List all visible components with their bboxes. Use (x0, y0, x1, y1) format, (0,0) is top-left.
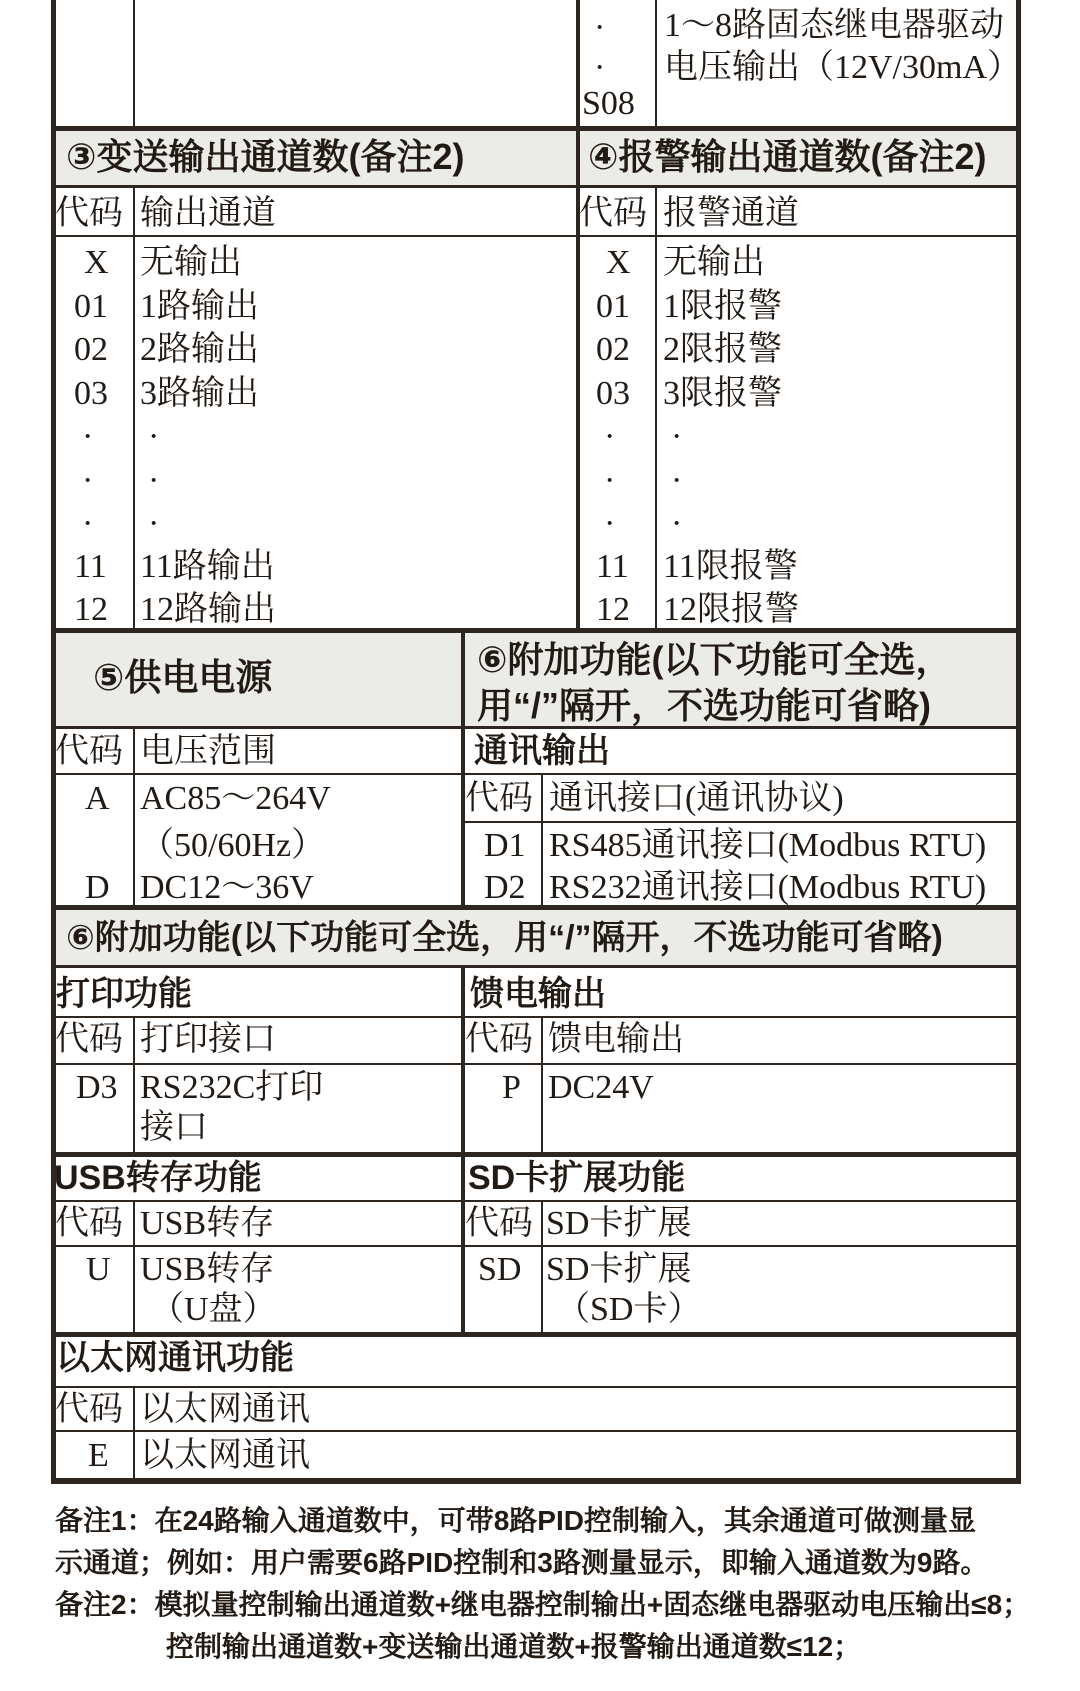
usb-row-desc2: （U盘） (150, 1291, 277, 1328)
footnote-1-line2: 示通道；例如：用户需要6路PID控制和3路测量显示，即输入通道数为9路。 (55, 1547, 989, 1578)
h-line-thick (51, 628, 1021, 633)
comm-col-desc: 通讯接口(通讯协议) (549, 780, 844, 817)
sd-col-code: 代码 (465, 1205, 533, 1242)
ethernet-col-code: 代码 (55, 1391, 123, 1428)
v-line-code-col-right (541, 773, 543, 910)
h-line-thin (51, 1386, 1021, 1388)
section6-title-line1: ⑥附加功能(以下功能可全选， (477, 639, 952, 680)
h-line-medium (51, 185, 1021, 188)
sec3-row-desc: 12路输出 (140, 591, 276, 628)
print-row-code: D3 (76, 1069, 118, 1106)
sec4-row-code: 02 (596, 331, 630, 368)
comm-col-code: 代码 (465, 780, 533, 817)
v-line-code-col (133, 1200, 135, 1337)
sec4-row-desc: 2限报警 (663, 331, 782, 368)
sec3-row-code: X (84, 244, 109, 281)
print-header: 打印功能 (56, 975, 192, 1013)
sec4-row-code: 11 (596, 548, 629, 585)
print-col-desc: 打印接口 (140, 1021, 276, 1058)
usb-col-desc: USB转存 (140, 1205, 275, 1242)
sec5-desc-d: DC12～36V (140, 869, 314, 906)
sec3-row-desc: 3路输出 (140, 375, 259, 412)
print-row-desc1: RS232C打印 (140, 1069, 324, 1106)
sec5-code-a: A (85, 780, 110, 817)
ethernet-header: 以太网通讯功能 (56, 1339, 294, 1377)
section6b-title: ⑥附加功能(以下功能可全选，用“/”隔开，不选功能可省略) (66, 919, 943, 957)
h-line-thin (51, 1063, 1021, 1065)
sec3-row-code: 01 (74, 288, 108, 325)
sec4-row-desc: · (671, 505, 683, 542)
sec3-row-desc: 1路输出 (140, 288, 259, 325)
sec3-row-code: · (82, 505, 94, 542)
sec5-col-code: 代码 (55, 733, 123, 770)
sec4-row-desc: 3限报警 (663, 375, 782, 412)
usb-header: USB转存功能 (54, 1159, 262, 1197)
sec4-row-code: 12 (596, 591, 630, 628)
top-code-s08: S08 (582, 85, 635, 122)
sec4-row-code: X (606, 244, 631, 281)
h-line-thin (51, 1430, 1021, 1432)
usb-row-code: U (86, 1251, 111, 1288)
sec4-col-code: 代码 (579, 195, 647, 232)
top-code-dot: · (594, 49, 606, 86)
sec4-row-desc: 无输出 (663, 244, 765, 281)
h-line-thin (51, 1016, 1021, 1018)
footnote-2-line2: 控制输出通道数+变送输出通道数+报警输出通道数≤12； (166, 1631, 862, 1662)
sec4-row-code: 03 (596, 375, 630, 412)
v-line-code-col (133, 1386, 135, 1484)
sec4-row-desc: 11限报警 (663, 548, 798, 585)
sec3-row-desc: · (148, 462, 160, 499)
sec3-row-code: · (82, 418, 94, 455)
v-line-code-col-right (541, 1016, 543, 1157)
feed-col-code: 代码 (465, 1021, 533, 1058)
comm-row-desc: RS485通讯接口(Modbus RTU) (549, 827, 987, 864)
sec3-row-desc: 2路输出 (140, 331, 259, 368)
v-line-code-col-right (655, 185, 657, 633)
v-line-code-col (133, 185, 135, 633)
sd-col-desc: SD卡扩展 (546, 1205, 692, 1242)
sec5-desc-a: AC85～264V (140, 780, 331, 817)
feed-row-code: P (502, 1069, 521, 1106)
section3-title: ③变送输出通道数(备注2) (66, 136, 465, 177)
sec4-row-code: · (604, 505, 616, 542)
ethernet-row-desc: 以太网通讯 (140, 1437, 310, 1474)
h-line-thin (51, 235, 1021, 237)
h-line-bottom-border (51, 1478, 1021, 1484)
sec3-row-code: 12 (74, 591, 108, 628)
comm-row-code: D1 (484, 827, 526, 864)
sec4-col-desc: 报警通道 (663, 195, 799, 232)
sec3-col-desc: 输出通道 (140, 195, 276, 232)
section5-title: ⑤供电电源 (93, 657, 273, 698)
print-row-desc2: 接口 (140, 1109, 208, 1146)
h-line-thick (51, 1152, 1021, 1157)
h-line-thin-right (461, 821, 1021, 823)
comm-output-header: 通讯输出 (474, 732, 610, 770)
sec4-row-desc: 1限报警 (663, 288, 782, 325)
top-code-dot: · (594, 9, 606, 46)
h-line-thin (51, 773, 1021, 775)
v-line-code-col (133, 726, 135, 910)
sec4-row-desc: · (671, 418, 683, 455)
sec4-row-code: · (604, 462, 616, 499)
v-line-code-col-right (655, 0, 657, 126)
section6-title-line2: 用“/”隔开，不选功能可省略) (477, 685, 931, 726)
sec3-row-code: 11 (74, 548, 107, 585)
h-line-thick (51, 126, 1021, 131)
sd-row-code: SD (478, 1251, 522, 1288)
sd-header: SD卡扩展功能 (468, 1159, 686, 1197)
v-line-code-col (133, 0, 135, 126)
h-line-thin (51, 1245, 1021, 1247)
sec5-desc-a2: （50/60Hz） (140, 827, 326, 864)
sec3-row-code: · (82, 462, 94, 499)
usb-col-code: 代码 (55, 1205, 123, 1242)
v-line-mid-divider (461, 628, 465, 910)
top-desc-line1: 1～8路固态继电器驱动 (664, 7, 1004, 44)
sec3-row-desc: 无输出 (140, 244, 242, 281)
sec5-code-d: D (85, 869, 110, 906)
sec4-row-desc: 12限报警 (663, 591, 799, 628)
sec3-row-code: 03 (74, 375, 108, 412)
sd-row-desc2: （SD卡） (556, 1291, 702, 1328)
footnote-2-line1: 备注2：模拟量控制输出通道数+继电器控制输出+固态继电器驱动电压输出≤8； (55, 1589, 1031, 1620)
section4-title: ④报警输出通道数(备注2) (588, 136, 987, 177)
sec3-row-desc: 11路输出 (140, 548, 275, 585)
feed-row-desc: DC24V (548, 1069, 654, 1106)
sec3-row-code: 02 (74, 331, 108, 368)
h-line-thick (51, 1332, 1021, 1337)
ethernet-col-desc: 以太网通讯 (140, 1391, 310, 1428)
print-col-code: 代码 (55, 1021, 123, 1058)
sec3-col-code: 代码 (55, 195, 123, 232)
sec4-row-code: · (604, 418, 616, 455)
h-line-thin (51, 1200, 1021, 1202)
sd-row-desc1: SD卡扩展 (546, 1251, 692, 1288)
h-line-medium (51, 726, 1021, 729)
comm-row-code: D2 (484, 869, 526, 906)
sec4-row-desc: · (671, 462, 683, 499)
comm-row-desc: RS232通讯接口(Modbus RTU) (549, 869, 987, 906)
sec3-row-desc: · (148, 418, 160, 455)
v-line-code-col (133, 1016, 135, 1157)
top-desc-line2: 电压输出（12V/30mA） (664, 49, 1021, 86)
h-line-medium (51, 965, 1021, 968)
sec5-col-desc: 电压范围 (140, 733, 276, 770)
v-line-mid-divider-top (576, 0, 580, 633)
sec3-row-desc: · (148, 505, 160, 542)
footnote-1-line1: 备注1：在24路输入通道数中，可带8路PID控制输入，其余通道可做测量显 (55, 1505, 976, 1536)
usb-row-desc1: USB转存 (140, 1251, 275, 1288)
v-line-code-col-right (541, 1200, 543, 1337)
v-line-right-border (1016, 0, 1021, 1484)
feed-col-desc: 馈电输出 (548, 1021, 684, 1058)
feed-header: 馈电输出 (470, 975, 606, 1013)
ethernet-row-code: E (88, 1437, 109, 1474)
sec4-row-code: 01 (596, 288, 630, 325)
